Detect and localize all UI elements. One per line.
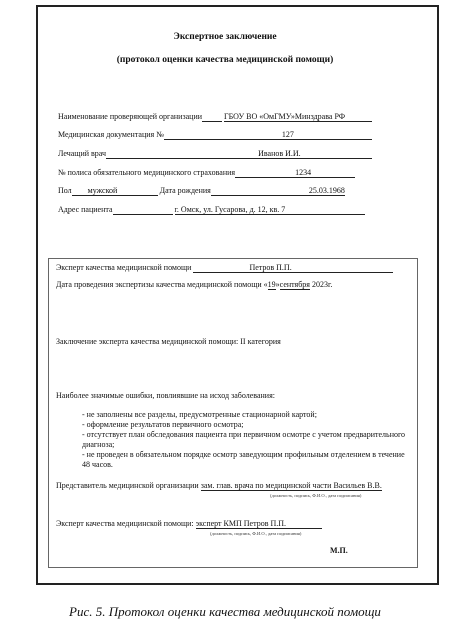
org-value: ГБОУ ВО «ОмГМУ»Минздрава РФ bbox=[224, 112, 372, 122]
rep-value: зам. глав. врача по медицинской части Васильев В.В. bbox=[200, 481, 382, 490]
doctor-row bbox=[58, 149, 372, 159]
policy-value: 1234 bbox=[295, 168, 355, 178]
sex-value: мужской bbox=[88, 186, 158, 196]
errors-title: Наиболее значимые ошибки, повлиявшие на исход заболевания: bbox=[56, 391, 275, 400]
rep-row bbox=[56, 481, 382, 491]
sex-dob-row bbox=[58, 186, 345, 196]
error-item-1: - не заполнены все разделы, предусмотренные стационарной картой; bbox=[82, 410, 317, 419]
dob-label: Дата рождения bbox=[159, 186, 211, 195]
exam-day: 19 bbox=[267, 280, 276, 289]
stamp-mark: М.П. bbox=[330, 546, 348, 555]
expert-label: Эксперт качества медицинской помощи bbox=[56, 263, 192, 272]
figure-caption: Рис. 5. Протокол оценки качества медицинской помощи bbox=[69, 604, 381, 619]
sign-row bbox=[56, 519, 322, 529]
error-item-3: - отсутствует план обследования пациента при первичном осмотре с учетом предварительного диагноза; bbox=[82, 430, 406, 449]
doctor-value: Иванов И.И. bbox=[258, 149, 372, 159]
doctor-label: Лечащий врач bbox=[58, 149, 107, 158]
doc-title: Экспертное заключение bbox=[173, 32, 277, 42]
org-label: Наименование проверяющей организации bbox=[58, 112, 202, 121]
exam-date-row: Дата проведения экспертизы качества медицинской помощи «19»сентября 2023г. bbox=[56, 280, 333, 289]
exam-month: сентября bbox=[279, 280, 310, 289]
dob-value: 25.03.1968 bbox=[308, 186, 345, 195]
policy-label: № полиса обязательного медицинского страхования bbox=[58, 168, 236, 177]
address-row bbox=[58, 205, 365, 215]
sex-label: Пол bbox=[58, 186, 72, 195]
rep-hint: (должность, подпись, Ф.И.О., дата подписания) bbox=[270, 493, 362, 498]
doc-subtitle: (протокол оценки качества медицинской помощи) bbox=[116, 55, 334, 65]
org-row bbox=[58, 112, 372, 122]
doc-label: Медицинская документация № bbox=[58, 130, 164, 139]
expert-value: Петров П.П. bbox=[193, 263, 393, 273]
address-value: г. Омск, ул. Гусарова, д. 12, кв. 7 bbox=[175, 205, 365, 215]
exam-year: 2023г. bbox=[311, 280, 333, 289]
sign-value: эксперт КМП Петров П.П. bbox=[196, 519, 322, 529]
rep-label: Представитель медицинской организации bbox=[56, 481, 199, 490]
sign-hint: (должность, подпись, Ф.И.О., дата подписания) bbox=[210, 531, 302, 536]
error-item-2: - оформление результатов первичного осмотра; bbox=[82, 420, 244, 429]
policy-row bbox=[58, 168, 355, 178]
doc-row bbox=[58, 130, 372, 140]
doc-value: 127 bbox=[282, 130, 372, 140]
conclusion-text: Заключение эксперта качества медицинской помощи: II категория bbox=[56, 337, 281, 346]
address-label: Адрес пациента bbox=[58, 205, 113, 214]
error-item-4: - не проведен в обязательном порядке осмотр заведующим профильным отделением в течение 48 часов. bbox=[82, 450, 405, 469]
sign-label: Эксперт качества медицинской помощи: bbox=[56, 519, 194, 528]
expert-row bbox=[56, 263, 393, 273]
